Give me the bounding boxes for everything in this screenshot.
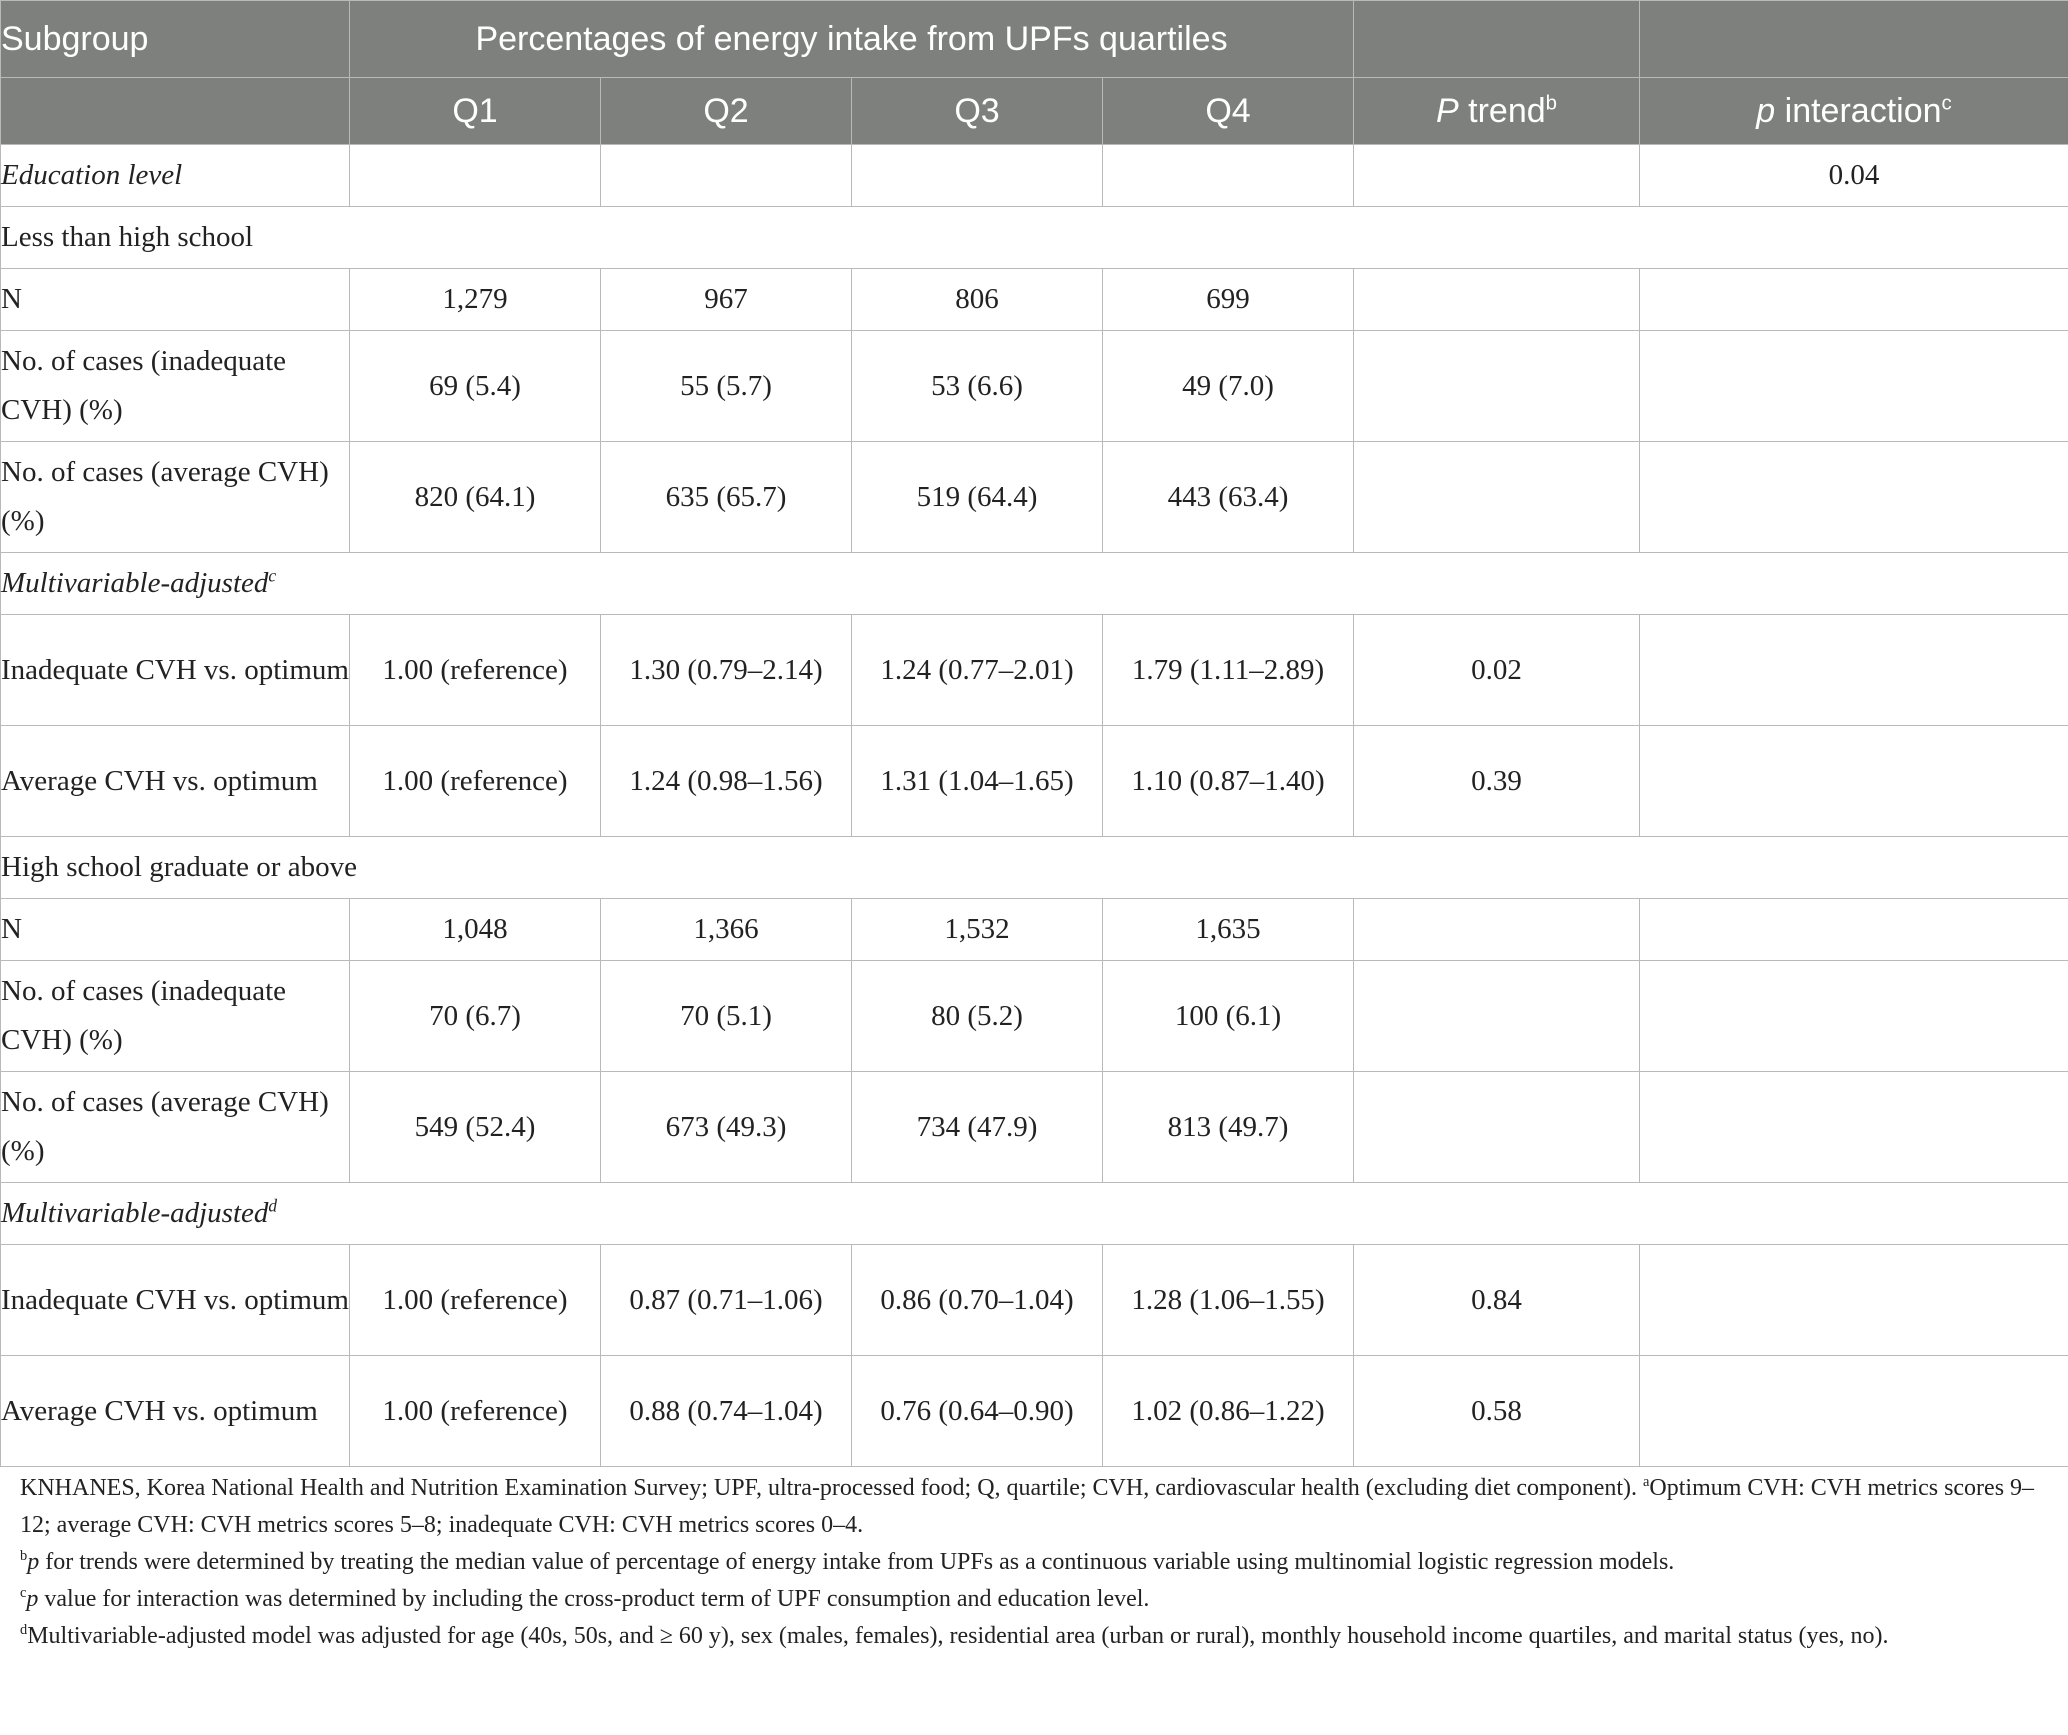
cell-q2: 967 [601, 269, 852, 331]
cell-q4: 1.79 (1.11–2.89) [1103, 615, 1354, 726]
cell-q4: 1.10 (0.87–1.40) [1103, 726, 1354, 837]
footnote-b-p: p [27, 1549, 40, 1575]
model-heading-sup: c [268, 565, 277, 586]
p-trend-header [1354, 78, 1640, 145]
cell-p-trend: 0.02 [1354, 615, 1640, 726]
q2-header: Q2 [601, 78, 852, 145]
p-trend-sup: b [1545, 92, 1557, 115]
cell-q3: 734 (47.9) [852, 1072, 1103, 1183]
p-interaction-text: interaction [1775, 91, 1942, 130]
cell-p-trend: 0.58 [1354, 1356, 1640, 1467]
empty-header-cell [1, 78, 350, 145]
cell-q2: 70 (5.1) [601, 961, 852, 1072]
model-heading-text: Multivariable-adjusted [1, 1197, 269, 1229]
footnote-d [20, 1618, 2050, 1655]
footnote-abbreviations [20, 1470, 2050, 1544]
footnote-b-sup: b [20, 1548, 28, 1564]
cell-q1: 820 (64.1) [350, 442, 601, 553]
row-label: N [1, 269, 350, 331]
cell-q3: 0.76 (0.64–0.90) [852, 1356, 1103, 1467]
table-row [1, 331, 2068, 442]
row-label: Inadequate CVH vs. optimum [1, 1245, 350, 1356]
subgroup-header: Subgroup [1, 1, 350, 78]
table-row [1, 615, 2068, 726]
cell-q3: 1.24 (0.77–2.01) [852, 615, 1103, 726]
cell-q1: 1.00 (reference) [350, 1356, 601, 1467]
cell-p-trend: 0.39 [1354, 726, 1640, 837]
p-interaction-sup: c [1941, 92, 1952, 115]
table-row [1, 1356, 2068, 1467]
cell-q2: 635 (65.7) [601, 442, 852, 553]
table-row [1, 1072, 2068, 1183]
footnote-a-text: Optimum CVH: CVH metrics scores 9–12; average CVH: CVH metrics scores 5–8; inadequate CVH: CVH metrics scores 0–4. [20, 1475, 2035, 1538]
cell-q1: 1.00 (reference) [350, 615, 601, 726]
group-heading: Less than high school [1, 207, 2068, 269]
table-row [1, 553, 2068, 615]
cell-q3: 1.31 (1.04–1.65) [852, 726, 1103, 837]
cell-q3: 1,532 [852, 899, 1103, 961]
table-row [1, 1245, 2068, 1356]
footnote-d-text: Multivariable-adjusted model was adjusted for age (40s, 50s, and ≥ 60 y), sex (males, females), residential area (urban or rural), monthly household income quartiles, and marital status (yes, no). [27, 1623, 1889, 1649]
table-footnotes [20, 1470, 2050, 1655]
model-heading-sup: d [268, 1195, 278, 1216]
model-heading [1, 1183, 2068, 1245]
cell-q1: 1.00 (reference) [350, 1245, 601, 1356]
cell-q2: 0.87 (0.71–1.06) [601, 1245, 852, 1356]
quartiles-header: Percentages of energy intake from UPFs quartiles [350, 1, 1354, 78]
cell-q2: 1.30 (0.79–2.14) [601, 615, 852, 726]
table-row [1, 899, 2068, 961]
model-heading-text: Multivariable-adjusted [1, 567, 269, 599]
cell-q4: 100 (6.1) [1103, 961, 1354, 1072]
footnote-a-sup: a [1643, 1474, 1650, 1490]
cell-q4: 49 (7.0) [1103, 331, 1354, 442]
table-row [1, 269, 2068, 331]
cell-q1: 1.00 (reference) [350, 726, 601, 837]
table-row [1, 726, 2068, 837]
cell-q2: 0.88 (0.74–1.04) [601, 1356, 852, 1467]
row-label: No. of cases (average CVH) (%) [1, 442, 350, 553]
group-heading: High school graduate or above [1, 837, 2068, 899]
cell-q2: 55 (5.7) [601, 331, 852, 442]
row-label: Education level [1, 145, 350, 207]
table-row [1, 207, 2068, 269]
cell-q1: 69 (5.4) [350, 331, 601, 442]
cell-q4: 699 [1103, 269, 1354, 331]
footnote-d-sup: d [20, 1622, 28, 1638]
footnote-abbrev-text: KNHANES, Korea National Health and Nutrition Examination Survey; UPF, ultra-processed food; Q, quartile; CVH, cardiovascular health (excluding diet component). [20, 1475, 1644, 1501]
cell-q3: 806 [852, 269, 1103, 331]
q3-header: Q3 [852, 78, 1103, 145]
row-label: No. of cases (inadequate CVH) (%) [1, 961, 350, 1072]
p-interaction-p: p [1756, 91, 1776, 130]
header-row-2 [1, 78, 2068, 145]
cell-q2: 1,366 [601, 899, 852, 961]
p-interaction-header [1640, 78, 2068, 145]
cell-q1: 1,048 [350, 899, 601, 961]
cell-q1: 549 (52.4) [350, 1072, 601, 1183]
footnote-c [20, 1581, 2050, 1618]
footnote-c-text: value for interaction was determined by including the cross-product term of UPF consumption and education level. [38, 1586, 1150, 1612]
cell-q1: 70 (6.7) [350, 961, 601, 1072]
footnote-c-p: p [26, 1586, 39, 1612]
cell-q4: 1,635 [1103, 899, 1354, 961]
cell-q3: 519 (64.4) [852, 442, 1103, 553]
table-row [1, 837, 2068, 899]
row-label: No. of cases (average CVH) (%) [1, 1072, 350, 1183]
cell-q3: 53 (6.6) [852, 331, 1103, 442]
q1-header: Q1 [350, 78, 601, 145]
model-heading [1, 553, 2068, 615]
table-row [1, 961, 2068, 1072]
row-label: Inadequate CVH vs. optimum [1, 615, 350, 726]
row-label: Average CVH vs. optimum [1, 726, 350, 837]
cell-q1: 1,279 [350, 269, 601, 331]
p-interaction-value: 0.04 [1640, 145, 2068, 207]
cell-q3: 80 (5.2) [852, 961, 1103, 1072]
cell-q4: 443 (63.4) [1103, 442, 1354, 553]
table-row [1, 1183, 2068, 1245]
table-row [1, 442, 2068, 553]
cell-q4: 1.28 (1.06–1.55) [1103, 1245, 1354, 1356]
p-trend-p: P [1436, 91, 1459, 130]
cell-q3: 0.86 (0.70–1.04) [852, 1245, 1103, 1356]
footnote-b [20, 1544, 2050, 1581]
p-trend-text: trend [1458, 91, 1546, 130]
row-label: N [1, 899, 350, 961]
header-row-1 [1, 1, 2068, 78]
cell-q2: 673 (49.3) [601, 1072, 852, 1183]
row-label: No. of cases (inadequate CVH) (%) [1, 331, 350, 442]
footnote-b-text: for trends were determined by treating the median value of percentage of energy intake from UPFs as a continuous variable using multinomial logistic regression models. [39, 1549, 1675, 1575]
cell-p-trend: 0.84 [1354, 1245, 1640, 1356]
cell-q4: 1.02 (0.86–1.22) [1103, 1356, 1354, 1467]
empty-header-cell [1640, 1, 2068, 78]
cell-q4: 813 (49.7) [1103, 1072, 1354, 1183]
row-label: Average CVH vs. optimum [1, 1356, 350, 1467]
cell-q2: 1.24 (0.98–1.56) [601, 726, 852, 837]
q4-header: Q4 [1103, 78, 1354, 145]
empty-header-cell [1354, 1, 1640, 78]
footnote-c-sup: c [20, 1585, 27, 1601]
table-row [1, 145, 2068, 207]
